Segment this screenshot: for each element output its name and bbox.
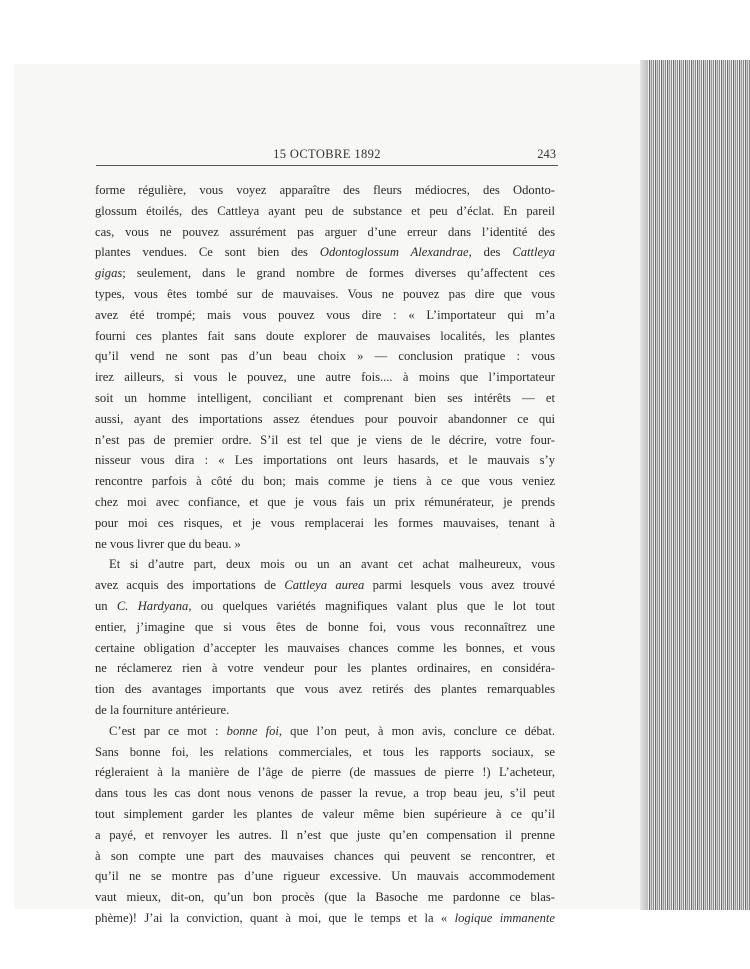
header-date: 15 OCTOBRE 1892 (273, 147, 381, 161)
text-line: rencontre parfois à côté du bon; mais comme je tiens à ce que vous veniez (95, 474, 555, 489)
paragraph-3 (95, 721, 555, 929)
text-line: ne réclamerez rien à votre vendeur pour les plantes ordinaires, en considéra- (95, 661, 555, 676)
text-line: chez moi avec confiance, et que je vous fais un prix rémunérateur, je prends (95, 494, 555, 509)
text-line: avez acquis des importations de Cattleya aurea parmi lesquels vous avez trouvé (95, 578, 555, 593)
text-line: cas, vous ne pouvez assurément pas arguer d’une erreur dans l’identité des (95, 224, 555, 239)
page-edges (640, 60, 750, 910)
text-line: de la fourniture antérieure. (95, 702, 230, 717)
text-line: tout simplement garder les plantes de valeur même bien supérieure à ce qu’il (95, 806, 555, 821)
text-line: un C. Hardyana, ou quelques variétés magnifiques valant plus que le lot tout (95, 598, 555, 613)
text-line: plantes vendues. Ce sont bien des Odontoglossum Alexandrae, des Cattleya (95, 245, 555, 260)
text-line: C’est par ce mot : bonne foi, que l’on peut, à mon avis, conclure ce débat. (109, 723, 555, 738)
text-line: glossum étoilés, des Cattleya ayant peu de substance et peu d’éclat. En pareil (95, 203, 555, 218)
text-line: nisseur vous dira : « Les importations ont leurs hasards, et le mauvais s’y (95, 453, 555, 468)
text-line: pour moi ces risques, et je vous remplacerai les formes mauvaises, tenant à (95, 515, 555, 530)
text-line: n’est pas de premier ordre. S’il est tel que je viens de le décrire, votre four- (95, 432, 555, 447)
text-line: gigas; seulement, dans le grand nombre de formes diverses qu’affectent ces (95, 266, 555, 281)
text-line: fourni ces plantes fait sans doute explorer de mauvaises localités, les plantes (95, 328, 555, 343)
text-line: qu’il ne se montre pas d’une rigueur excessive. Un mauvais accommodement (95, 869, 555, 884)
text-line: types, vous êtes tombé sur de mauvaises. Vous ne pouvez pas dire que vous (95, 286, 555, 301)
text-line: irez ailleurs, si vous le pouvez, une autre fois.... à moins que l’importateur (95, 370, 555, 385)
text-line: vaut mieux, dit-on, qu’un bon procès (que la Basoche me pardonne ce blas- (95, 890, 555, 905)
text-line: avez été trompé; mais vous pouvez vous dire : « L’importateur qui m’a (95, 307, 555, 322)
text-line: Et si d’autre part, deux mois ou un an avant cet achat malheureux, vous (109, 557, 555, 572)
text-line: qu’il vend ne sont pas d’un beau choix » — conclusion pratique : vous (95, 349, 555, 364)
body-text (95, 180, 555, 929)
text-line: a payé, et renvoyer les autres. Il n’est que juste qu’en compensation il prenne (95, 827, 555, 842)
text-line: tion des avantages importants que vous avez retirés des plantes remarquables (95, 682, 555, 697)
paragraph-2 (95, 554, 555, 720)
text-line: certaine obligation d’accepter les mauvaises chances comme les bonnes, et vous (95, 640, 555, 655)
running-header (96, 143, 558, 166)
text-line: ne vous livrer que du beau. » (95, 536, 241, 551)
text-line: entier, j’imagine que si vous êtes de bonne foi, vous vous reconnaîtrez une (95, 619, 555, 634)
text-line: aussi, ayant des importations assez étendues pour pouvoir abandonner ce qui (95, 411, 555, 426)
text-line: dans tous les cas dont nous venons de passer la revue, a trop beau jeu, s’il peut (95, 786, 555, 801)
text-line: soit un homme intelligent, conciliant et comprenant bien ses intérêts — et (95, 390, 555, 405)
page-number: 243 (537, 147, 556, 161)
text-line: à son compte une part des mauvaises chances qui peuvent se rencontrer, et (95, 848, 555, 863)
text-line: forme régulière, vous voyez apparaître des fleurs médiocres, des Odonto- (95, 183, 555, 197)
paragraph-1 (95, 180, 555, 554)
text-line: régleraient à la manière de l’âge de pierre (de massues de pierre !) L’acheteur, (95, 765, 555, 780)
text-line: phème)! J’ai la conviction, quant à moi, que le temps et la « logique immanente (95, 910, 556, 925)
text-line: Sans bonne foi, les relations commerciales, et tous les rapports sociaux, se (95, 744, 555, 759)
